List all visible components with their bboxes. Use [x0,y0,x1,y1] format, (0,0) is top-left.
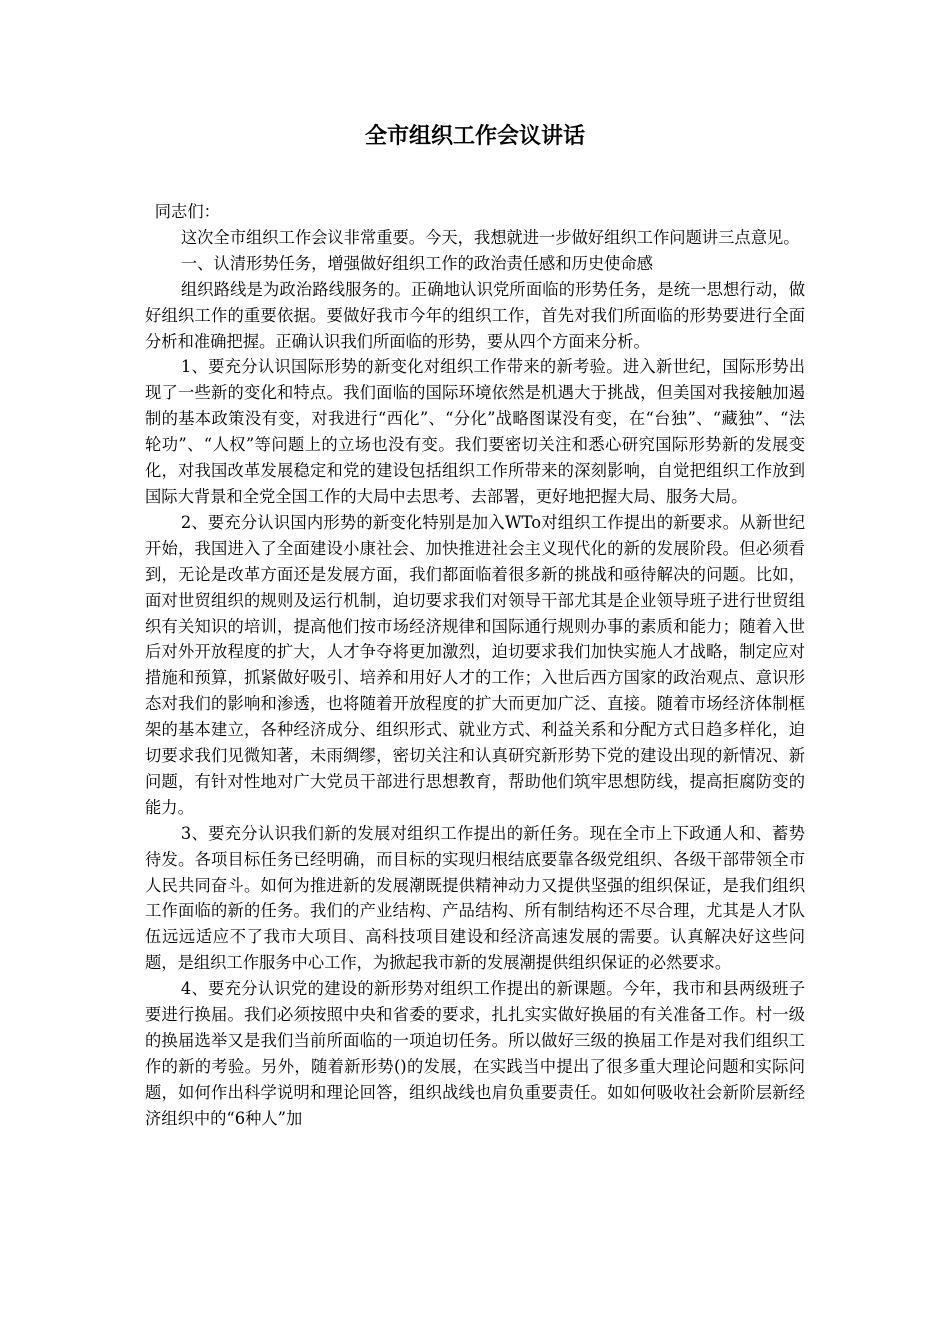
paragraph: 组织路线是为政治路线服务的。正确地认识党所面临的形势任务，是统一思想行动，做好组织工作的重要依据。要做好我市今年的组织工作，首先对我们所面临的形势要进行全面分析和准确把握。正确认识我们所面临的形势，要从四个方面来分析。 [145,279,805,351]
paragraph: 2、要充分认识国内形势的新变化特别是加入WTo对组织工作提出的新要求。从新世纪开始，我国进入了全面建设小康社会、加快推进社会主义现代化的新的发展阶段。但必须看到，无论是改革方面还是发展方面，我们都面临着很多新的挑战和亟待解决的问题。比如，面对世贸组织的规则及运行机制，迫切要求我们对领导干部尤其是企业领导班子进行世贸组织有关知识的培训，提高他们按市场经济规律和国际通行规则办事的素质和能力；随着入世后对外开放程度的扩大，人才争夺将更加激烈，迫切要求我们加快实施人才战略，制定应对措施和预算，抓紧做好吸引、培养和用好人才的工作；入世后西方国家的政治观点、意识形态对我们的影响和渗透，也将随着开放程度的扩大而更加广泛、直接。随着市场经济体制框架的基本建立，各种经济成分、组织形式、就业方式、利益关系和分配方式日趋多样化，迫切要求我们见微知著，未雨绸缪，密切关注和认真研究新形势下党的建设出现的新情况、新问题，有针对性地对广大党员干部进行思想教育，帮助他们筑牢思想防线，提高拒腐防变的能力。 [145,512,805,817]
paragraph: 4、要充分认识党的建设的新形势对组织工作提出的新课题。今年，我市和县两级班子要进行换届。我们必须按照中央和省委的要求，扎扎实实做好换届的有关准备工作。村一级的换届选举又是我们当前所面临的一项迫切任务。所以做好三级的换届工作是对我们组织工作的新的考验。另外，随着新形势()的发展，在实践当中提出了很多重大理论问题和实际问题，如何作出科学说明和理论回答，组织战线也肩负重要责任。如如何吸收社会新阶层新经济组织中的“6种人”加 [145,979,805,1128]
paragraph-intro: 这次全市组织工作会议非常重要。今天，我想就进一步做好组织工作问题讲三点意见。 [180,227,800,247]
section-heading-1: 一、认清形势任务，增强做好组织工作的政治责任感和历史使命感 [180,253,654,273]
paragraph: 3、要充分认识我们新的发展对组织工作提出的新任务。现在全市上下政通人和、蓄势待发。各项目标任务已经明确，而目标的实现归根结底要靠各级党组织、各级干部带领全市人民共同奋斗。如何为推进新的发展潮既提供精神动力又提供坚强的组织保证，是我们组织工作面临的新的任务。我们的产业结构、产品结构、所有制结构还不尽合理，尤其是人才队伍远远适应不了我市大项目、高科技项目建设和经济高速发展的需要。认真解决好这些问题，是组织工作服务中心工作，为掀起我市新的发展潮提供组织保证的必然要求。 [145,823,805,973]
paragraph: 1、要充分认识国际形势的新变化对组织工作带来的新考验。进入新世纪，国际形势出现了一些新的变化和特点。我们面临的国际环境依然是机遇大于挑战，但美国对我接触加遏制的基本政策没有变，对我进行“西化”、“分化”战略图谋没有变，在“台独”、“藏独”、“法轮功”、“人权”等问题上的立场也没有变。我们要密切关注和悉心研究国际形势新的发展变化，对我国改革发展稳定和党的建设包括组织工作所带来的深刻影响，自觉把组织工作放到国际大背景和全党全国工作的大局中去思考、去部署，更好地把握大局、服务大局。 [145,357,805,506]
salutation: 同志们： [154,202,220,221]
document-body [145,199,805,1132]
document-title: 全市组织工作会议讲话 [364,124,585,149]
